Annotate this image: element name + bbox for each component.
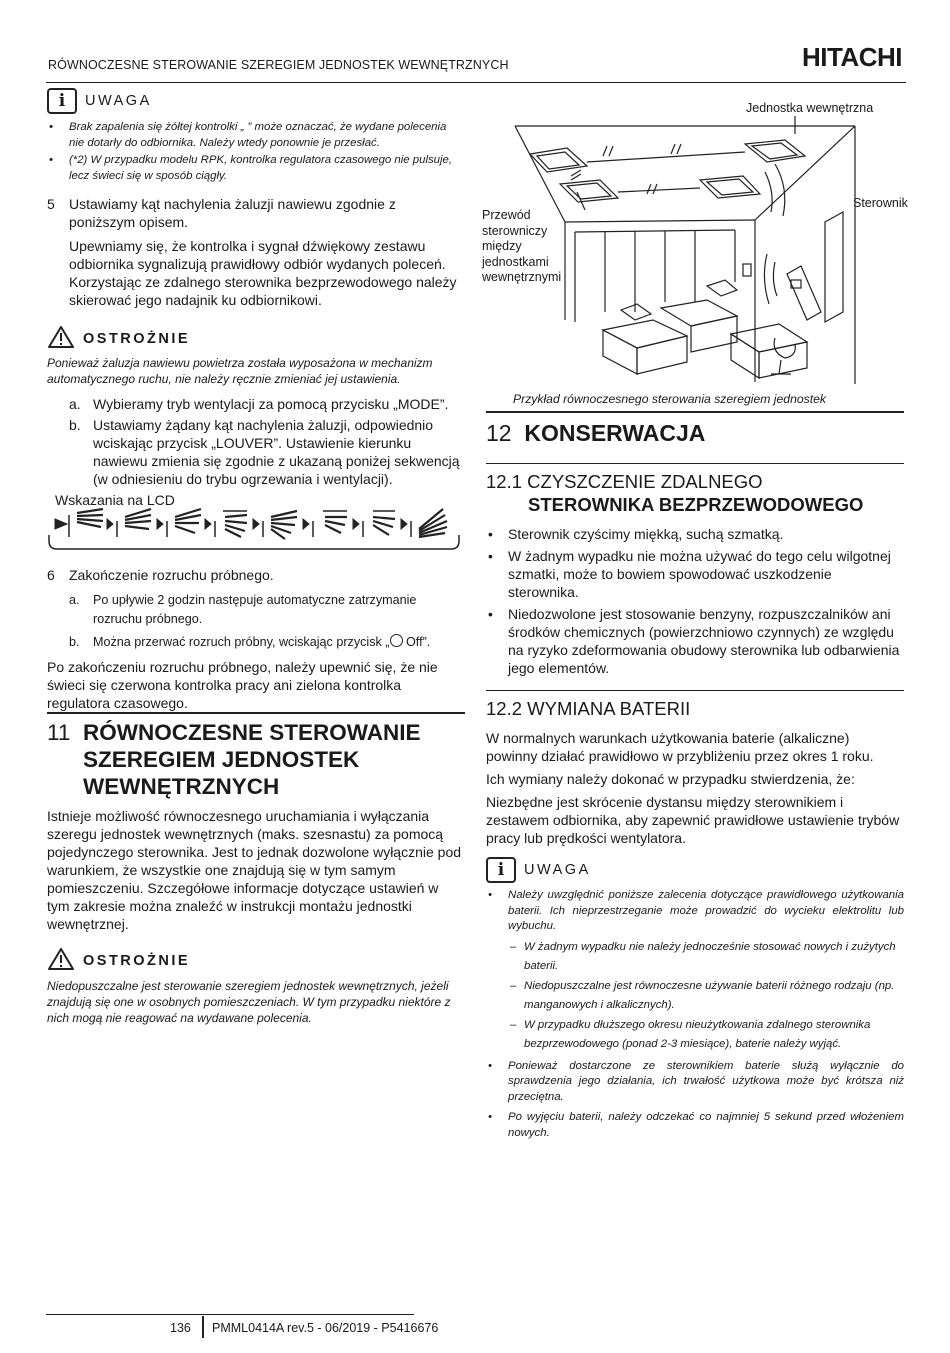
note-bullet: • Należy uwzględnić poniższe zalecenia dotyczące prawidłowego użytkowania baterii. Ich nieprzestrzeganie może prowadzić do wycieku elektrolitu lub wybuchu.: [486, 888, 904, 935]
note-dash: – W przypadku dłuższego okresu nieużytkowania zdalnego sterownika bezprzewodowego (ponad 2-3 miesiące), baterie należy wyjąć.: [486, 1016, 904, 1055]
section-12-2-heading: 12.2 WYMIANA BATERII: [486, 698, 691, 719]
caution-header: [47, 947, 464, 975]
header-divider: [46, 82, 906, 83]
note-dash: – Niedopuszczalne jest równoczesne używanie baterii różnego rodzaju (np. manganowych i alkalicznych).: [486, 977, 904, 1016]
note-dash: – W żadnym wypadku nie należy jednocześnie stosować nowych i zużytych baterii.: [486, 938, 904, 977]
label-control-wire: Przewód sterowniczy między jednostkami wewnętrznymi: [482, 208, 562, 284]
left-column: [47, 88, 464, 509]
caution-header: [47, 325, 464, 353]
lcd-label: Wskazania na LCD: [55, 492, 175, 508]
caution-title: OSTROŻNIE: [83, 953, 191, 969]
section-rule: [486, 690, 904, 691]
after-test-text: Po zakończeniu rozruchu próbnego, należy upewnić się, że nie świeci się czerwona kontrolka pracy ani zielona kontrolka regulatora czasowego.: [47, 659, 438, 711]
figure-caption: Przykład równoczesnego sterowania szeregiem jednostek: [513, 392, 826, 406]
info-icon: i: [47, 88, 77, 114]
header-title: RÓWNOCZESNE STEROWANIE SZEREGIEM JEDNOSTEK WEWNĘTRZNYCH: [48, 58, 509, 72]
section-12-1-heading: 12.1 CZYSZCZENIE ZDALNEGO STEROWNIKA BEZPRZEWODOWEGO: [486, 471, 864, 515]
bullet-item: • Sterownik czyścimy miękką, suchą szmatką.: [486, 525, 904, 543]
note-title: UWAGA: [85, 93, 152, 109]
document-reference: PMML0414A rev.5 - 06/2019 - P5416676: [212, 1321, 439, 1335]
page-number: 136: [170, 1321, 191, 1335]
room-illustration: [475, 112, 915, 392]
note-bullet: • Ponieważ dostarczone ze sterownikiem baterie służą wyłącznie do sprawdzenia jego działania, ich trwałość użytkowa może być krótsza niż przeciętna.: [486, 1059, 904, 1106]
footer-divider: [46, 1314, 414, 1315]
bullet-item: • Niedozwolone jest stosowanie benzyny, rozpuszczalników ani środków chemicznych (powierzchniowo czynnych) ze względu na ryzyko zdeformowania obudowy sterownika lub odbarwienia jego elementów.: [486, 605, 904, 677]
lcd-sequence: [47, 507, 465, 551]
section-11-heading: 11 RÓWNOCZESNE STEROWANIE SZEREGIEM JEDNOSTEK WEWNĘTRZNYCH: [47, 720, 421, 799]
warning-icon: [47, 947, 75, 975]
note-title: UWAGA: [524, 862, 591, 878]
note-header: [486, 857, 904, 883]
note-bullet: • Brak zapalenia się żółtej kontrolki „ ” może oznaczać, że wydane polecenia nie dotarły do odbiornika. Należy wtedy ponownie je przesłać.: [47, 120, 464, 151]
footer-separator: [202, 1316, 204, 1338]
note-bullet: • Po wyjęciu baterii, należy odczekać co najmniej 5 sekund przed włożeniem nowych.: [486, 1110, 904, 1141]
off-circle-icon: [390, 634, 403, 647]
label-controller: Sterownik: [853, 196, 908, 210]
caution-text: Ponieważ żaluzja nawiewu powietrza została wyposażona w mechanizm automatycznego ruchu, nie należy ręcznie zmieniać jej ustawienia.: [47, 356, 433, 386]
left-column-lower: [47, 566, 464, 712]
substep-a: a. Wybieramy tryb wentylacji za pomocą przycisku „MODE”.: [69, 396, 449, 412]
step-5: 5 Ustawiamy kąt nachylenia żaluzji nawiewu zgodnie z poniższym opisem. Upewniamy się, że kontrolka i sygnał dźwiękowy zestawu odbiornika sygnalizują prawidłowy odbiór wydanych poleceń. Korzystając ze zdalnego sterownika bezprzewodowego należy skierować jego nadajnik ku odbiornikowi.: [47, 196, 457, 308]
warning-icon: [47, 325, 75, 353]
section-12-heading: 12 KONSERWACJA: [486, 420, 706, 446]
section-rule: [47, 712, 465, 714]
caution-title: OSTROŻNIE: [83, 331, 191, 347]
left-column-sec11: [47, 807, 464, 1026]
section-12-2-body: W normalnych warunkach użytkowania baterie (alkaliczne) powinny działać prawidłowo w przybliżeniu przez okres 1 roku. Ich wymiany należy dokonać w przypadku stwierdzenia, że: Niezbędne jest skrócenie dystansu między sterownikiem i zestawem odbiornika, aby zapewnić prawidłowe ustawienie trybów pracy lub prędkości wentylatora. i UWAGA • Należy uwzględnić poniższe zalecenia dotyczące prawidłowego użytkowania baterii. Ich nieprzestrzeganie może prowadzić do wycieku elektrolitu lub wybuchu. – W żadnym wypadku nie należy jednocześnie stosować nowych i zużytych baterii. – Niedopuszczalne jest równoczesne używanie baterii różnego rodzaju (np. manganowych i alkalicznych). – W przypadku dłuższego okresu nieużytkowania zdalnego sterownika bezprzewodowego (ponad 2-3 miesiące), baterie należy wyjąć. • Ponieważ dostarczone ze sterownikiem baterie służą wyłącznie do sprawdzenia jego działania, ich trwałość użytkowa może być krótsza niż przeciętna. • Po wyjęciu baterii, należy odczekać co najmniej 5 sekund przed włożeniem nowych.: [486, 729, 904, 1141]
step-6: 6 Zakończenie rozruchu próbnego.: [47, 567, 274, 583]
label-indoor-unit: Jednostka wewnętrzna: [746, 101, 874, 115]
note-header: [47, 88, 464, 114]
brand-logo: HITACHI: [801, 42, 902, 72]
bullet-item: • W żadnym wypadku nie można używać do tego celu wilgotnej szmatki, może to bowiem spowodować uszkodzenie sterownika.: [486, 547, 904, 601]
section-rule: [486, 411, 904, 413]
section-11-body: Istnieje możliwość równoczesnego uruchamiania i wyłączania szeregu jednostek wewnętrznych (maks. szesnastu) za pomocą pojedynczego sterownika. Jest to jednak dozwolone wyłącznie pod warunkiem, że wszystkie one znajdują się w tym samym pomieszczeniu. Szczegółowe informacje dotyczące ustawień w tym zakresie można znaleźć w instrukcji montażu jednostki wewnętrznej.: [47, 808, 462, 932]
section-12-1-body: [486, 525, 904, 677]
info-icon: i: [486, 857, 516, 883]
substep-6b: b. Można przerwać rozruch próbny, wciskając przycisk „ Off”.: [69, 635, 431, 649]
section-rule: [486, 463, 904, 464]
note-bullet: • (*2) W przypadku modelu RPK, kontrolka regulatora czasowego nie pulsuje, lecz świeci się w sposób ciągły.: [47, 153, 464, 184]
substep-b: b. Ustawiamy żądany kąt nachylenia żaluzji, odpowiednio wciskając przycisk „LOUVER”. Ustawienie kierunku nawiewu zmienia się zgodnie z ukazaną poniżej sekwencją (w odniesieniu do trybu ogrzewania i wentylacji).: [69, 417, 460, 487]
caution-text: Niedopuszczalne jest sterowanie szeregiem jednostek wewnętrznych, jeżeli znajdują się one w osobnych pomieszczeniach. W tym przypadku niektóre z nich mogą nie reagować na wydawane polecenia.: [47, 979, 451, 1025]
substep-6a: a. Po upływie 2 godzin następuje automatyczne zatrzymanie rozruchu próbnego.: [69, 593, 417, 626]
